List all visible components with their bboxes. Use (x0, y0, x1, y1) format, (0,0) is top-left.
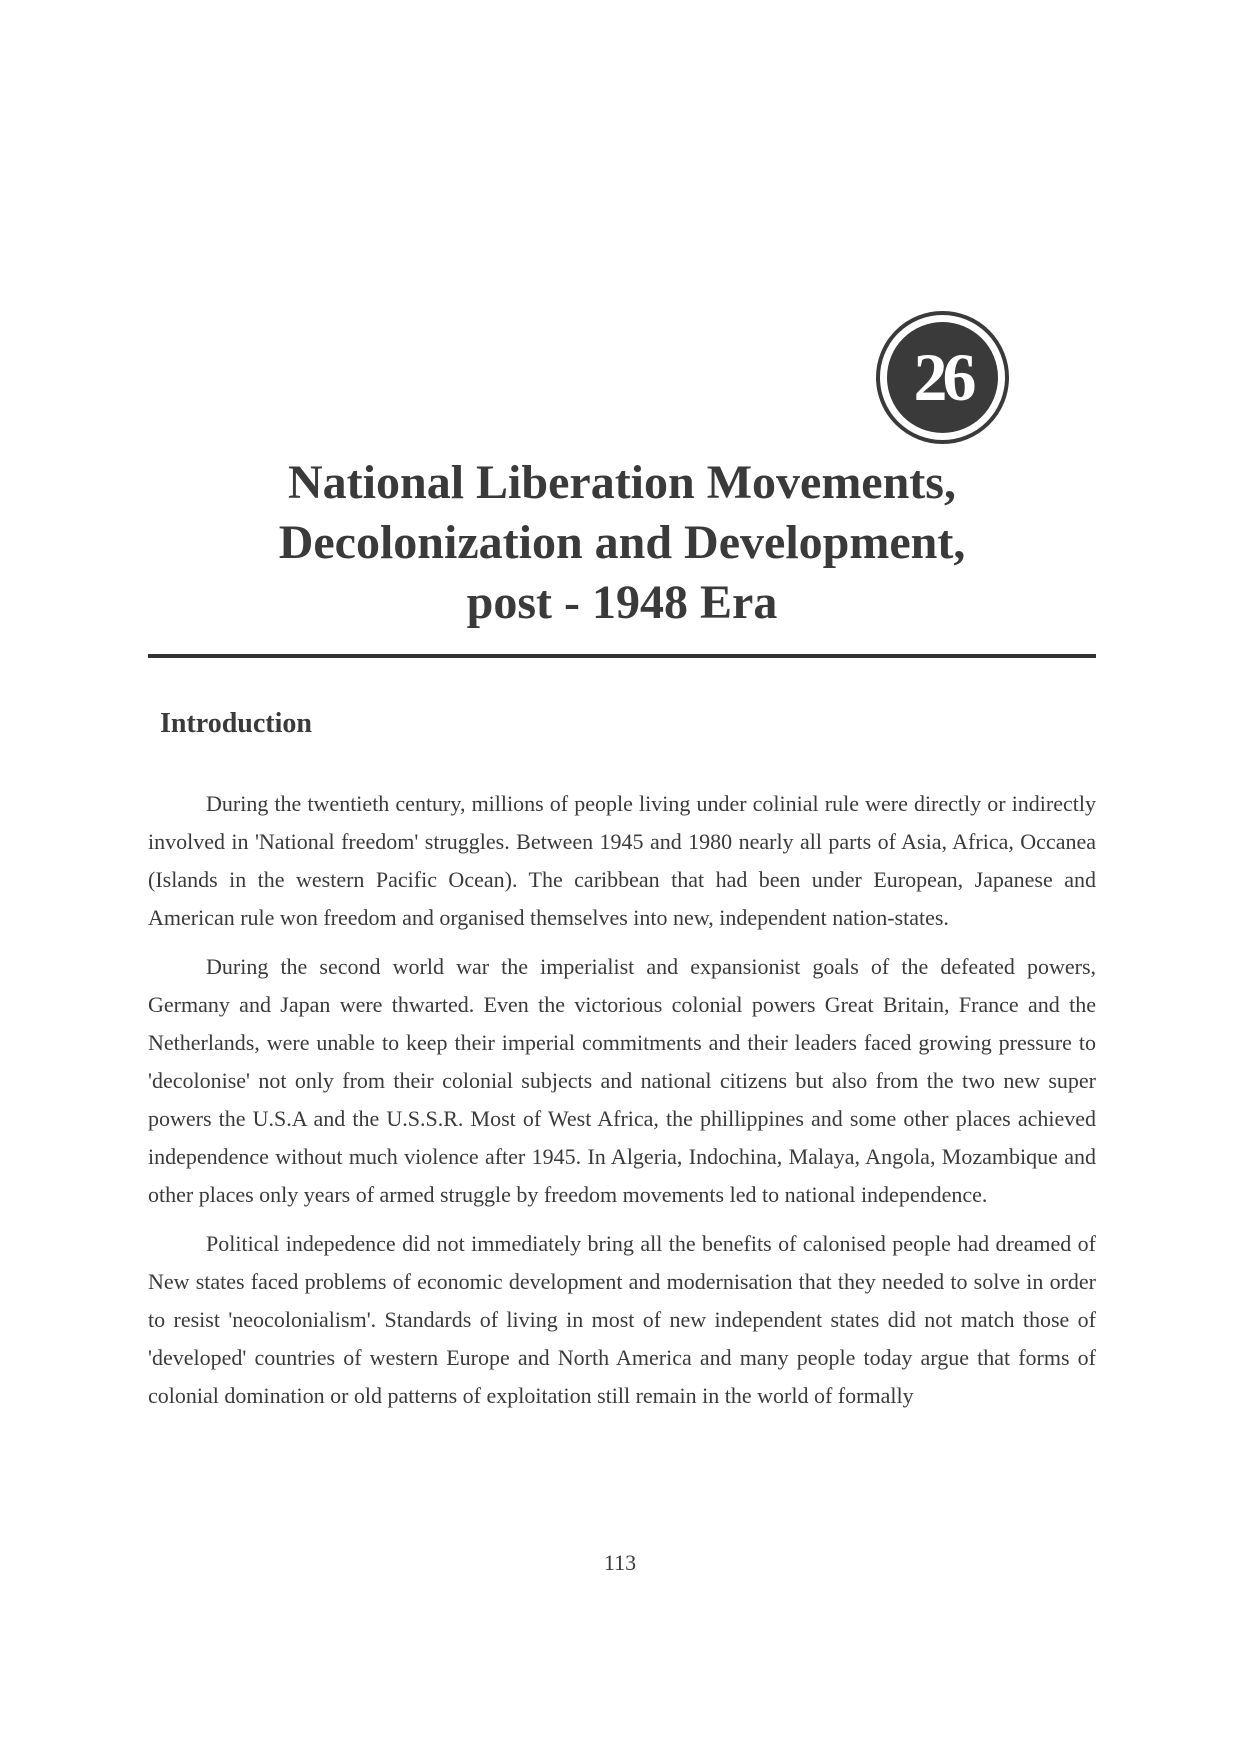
paragraph-1: During the twentieth century, millions of people living under colinial rule were directly or indirectly involved in 'National freedom' struggles. Between 1945 and 1980 nearly all parts of Asia, Africa, Occanea (Islands in the western Pacific Ocean). The caribbean that had been under European, Japanese and American rule won freedom and organised themselves into new, independent nation-states. (148, 791, 1096, 930)
chapter-number: 26 (887, 322, 998, 433)
chapter-title-line-2: Decolonization and Development, (278, 516, 966, 569)
paragraph-3: Political indepedence did not immediately bring all the benefits of calonised people had dreamed of New states faced problems of economic development and modernisation that they needed to solve in order to resist 'neocolonialism'. Standards of living in most of new independent states did not match those of 'developed' countries of western Europe and North America and many people today argue that forms of colonial domination or old patterns of exploitation still remain in the world of formally (148, 1231, 1096, 1408)
chapter-title-line-1: National Liberation Movements, (288, 456, 956, 509)
chapter-number-badge (876, 311, 1009, 444)
section-heading: Introduction (160, 708, 312, 739)
body-text (148, 785, 1096, 1426)
chapter-title (148, 453, 1096, 633)
paragraph-2: During the second world war the imperialist and expansionist goals of the defeated powers, Germany and Japan were thwarted. Even the victorious colonial powers Great Britain, France and the Netherlands, were unable to keep their imperial commitments and their leaders faced growing pressure to 'decolonise' not only from their colonial subjects and national citizens but also from the two new super powers the U.S.A and the U.S.S.R. Most of West Africa, the phillippines and some other places achieved independence without much violence after 1945. In Algeria, Indochina, Malaya, Angola, Mozambique and other places only years of armed struggle by freedom movements led to national independence. (148, 954, 1096, 1207)
page-number: 113 (603, 1550, 637, 1575)
title-divider (148, 654, 1096, 658)
chapter-title-line-3: post - 1948 Era (466, 576, 778, 629)
